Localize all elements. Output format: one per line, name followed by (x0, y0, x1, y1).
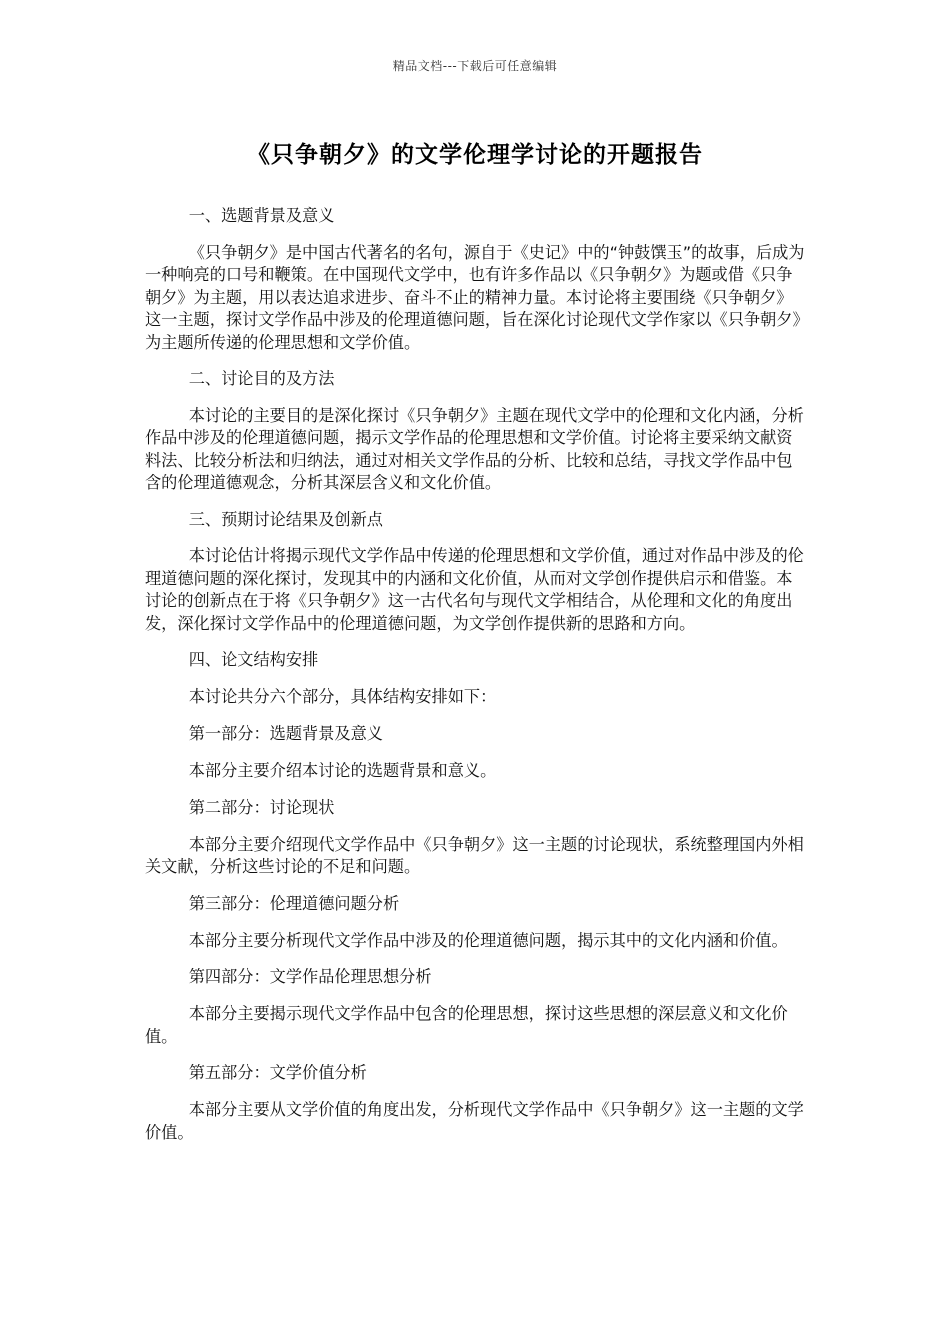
section-heading-expected-results: 三、预期讨论结果及创新点 (188, 509, 383, 529)
part-heading-5: 第五部分：文学价值分析 (188, 1063, 367, 1082)
paragraph-structure-intro: 本讨论共分六个部分，具体结构安排如下： (188, 686, 497, 706)
part-heading-4: 第四部分：文学作品伦理思想分析 (188, 967, 432, 986)
header-note: 精品文档---下载后可任意编辑 (392, 59, 558, 73)
document-body (145, 205, 807, 1158)
document-title: 《只争朝夕》的文学伦理学讨论的开题报告 (247, 142, 703, 168)
section-heading-purpose: 二、讨论目的及方法 (188, 369, 335, 388)
part-desc-2: 本部分主要介绍现代文学作品中《只争朝夕》这一主题的讨论现状，系统整理国内外相关文献，分析这些讨论的不足和问题。 (145, 834, 804, 876)
part-heading-2: 第二部分：讨论现状 (188, 797, 335, 817)
part-desc-4: 本部分主要揭示现代文学作品中包含的伦理思想，探讨这些思想的深层意义和文化价值。 (145, 1004, 788, 1046)
paragraph-background: 《只争朝夕》是中国古代著名的名句，源自于《史记》中的“钟鼓馔玉”的故事，后成为一种响亮的口号和鞭策。在中国现代文学中，也有许多作品以《只争朝夕》为题或借《只争朝夕》为主题，用以表达追求进步、奋斗不止的精神力量。本讨论将主要围绕《只争朝夕》这一主题，探讨文学作品中涉及的伦理道德问题，旨在深化讨论现代文学作家以《只争朝夕》为主题所传递的伦理思想和文学价值。 (145, 242, 805, 352)
paragraph-purpose: 本讨论的主要目的是深化探讨《只争朝夕》主题在现代文学中的伦理和文化内涵，分析作品中涉及的伦理道德问题，揭示文学作品的伦理思想和文学价值。讨论将主要采纳文献资料法、比较分析法和归纳法，通过对相关文学作品的分析、比较和总结，寻找文学作品中包含的伦理道德观念，分析其深层含义和文化价值。 (145, 405, 804, 492)
paragraph-expected-results: 本讨论估计将揭示现代文学作品中传递的伦理思想和文学价值，通过对作品中涉及的伦理道德问题的深化探讨，发现其中的内涵和文化价值，从而对文学创作提供启示和借鉴。本讨论的创新点在于将《只争朝夕》这一古代名句与现代文学相结合，从伦理和文化的角度出发，深化探讨文学作品中的伦理道德问题，为文学创作提供新的思路和方向。 (145, 546, 804, 633)
part-heading-3: 第三部分：伦理道德问题分析 (188, 893, 400, 913)
part-heading-1: 第一部分：选题背景及意义 (188, 723, 383, 743)
section-heading-structure: 四、论文结构安排 (188, 650, 319, 669)
part-desc-1: 本部分主要介绍本讨论的选题背景和意义。 (188, 760, 497, 780)
part-desc-5: 本部分主要从文学价值的角度出发，分析现代文学作品中《只争朝夕》这一主题的文学价值。 (145, 1100, 804, 1142)
part-desc-3: 本部分主要分析现代文学作品中涉及的伦理道德问题，揭示其中的文化内涵和价值。 (188, 930, 788, 950)
section-heading-background: 一、选题背景及意义 (188, 206, 335, 225)
